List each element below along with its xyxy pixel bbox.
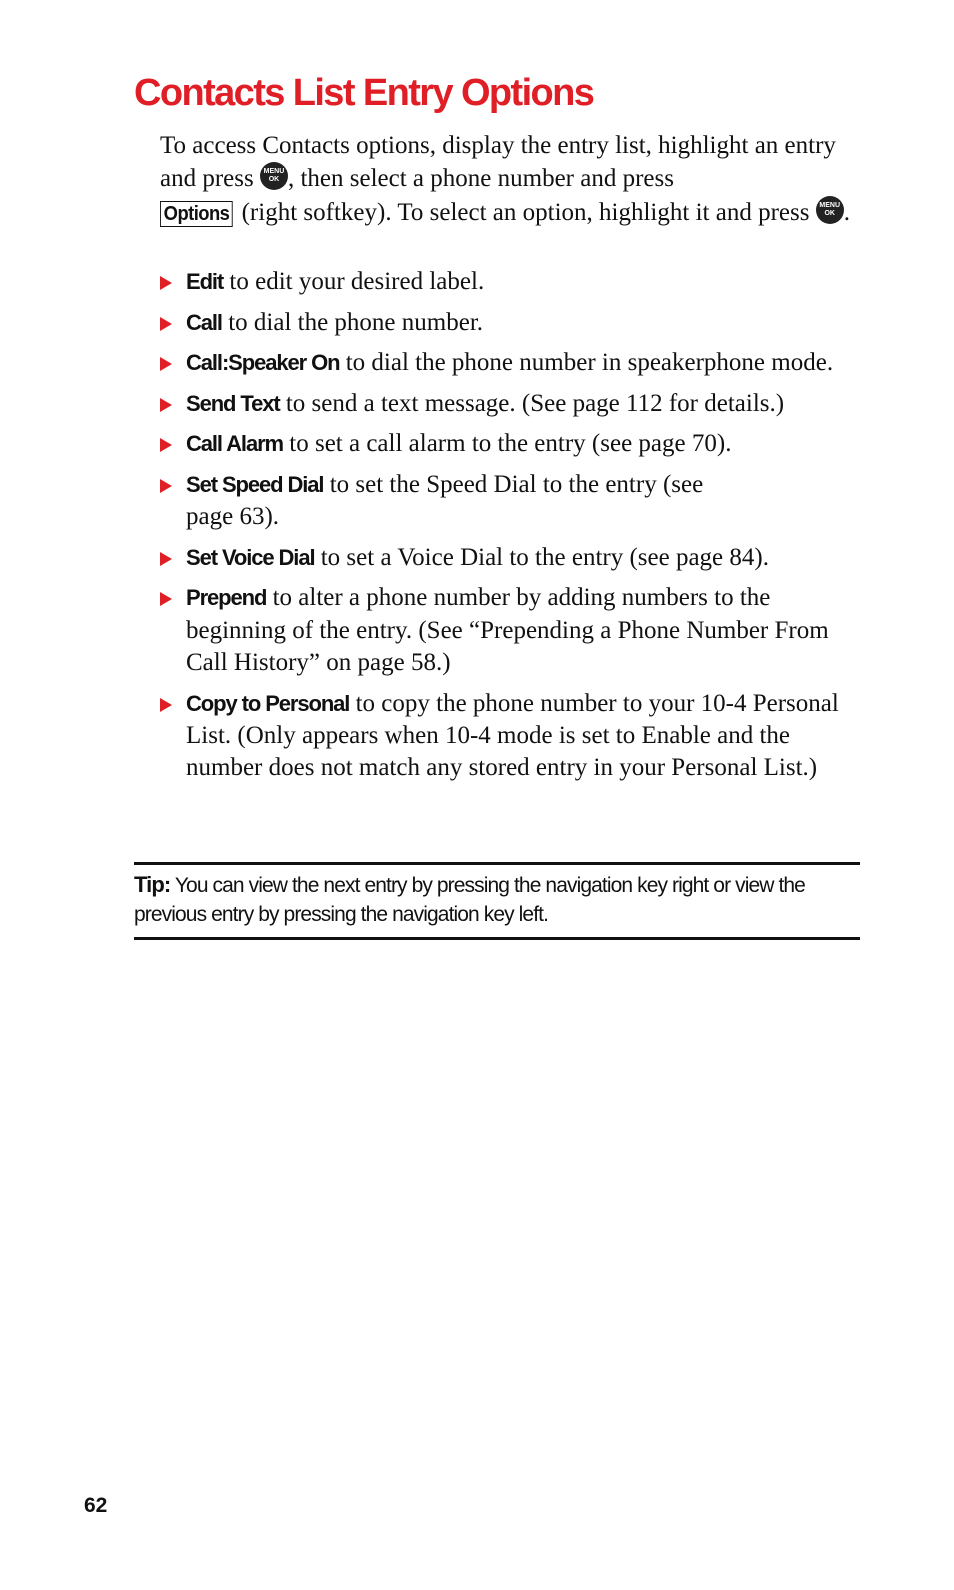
triangle-bullet-icon bbox=[160, 552, 172, 566]
option-name: Copy to Personal bbox=[186, 690, 350, 716]
triangle-bullet-icon bbox=[160, 479, 172, 493]
intro-text-1: To access Contacts options, display the entry list, highlight an entry and press bbox=[160, 132, 836, 193]
triangle-bullet-icon bbox=[160, 398, 172, 412]
triangle-bullet-icon bbox=[160, 698, 172, 712]
list-item bbox=[160, 469, 726, 534]
list-item bbox=[160, 307, 860, 339]
triangle-bullet-icon bbox=[160, 438, 172, 452]
menu-ok-key-icon: MENU OK bbox=[260, 162, 288, 190]
option-description: to dial the phone number. bbox=[221, 308, 484, 336]
option-name: Edit bbox=[186, 269, 224, 294]
option-name: Send Text bbox=[186, 390, 280, 416]
tip-box bbox=[134, 862, 860, 940]
options-list bbox=[160, 266, 860, 793]
option-name: Call Alarm bbox=[186, 431, 284, 457]
tip-text: You can view the next entry by pressing the navigation key right or view the previous entry by pressing the navigation key left. bbox=[134, 874, 805, 926]
list-item bbox=[160, 388, 860, 420]
list-item bbox=[160, 347, 860, 379]
triangle-bullet-icon bbox=[160, 276, 172, 290]
option-description: to copy the phone number to your 10-4 Personal List. (Only appears when 10-4 mode is set to Enable and the number does not match any stored entry in your Personal List.) bbox=[186, 689, 839, 782]
triangle-bullet-icon bbox=[160, 592, 172, 606]
option-description: to alter a phone number by adding numbers to the beginning of the entry. (See “Prepending a Phone Number From Call History” on page 58.) bbox=[186, 584, 829, 677]
page-number: 62 bbox=[84, 1494, 108, 1517]
intro-text-4: . bbox=[843, 198, 850, 226]
option-description: to set a call alarm to the entry (see page 70). bbox=[283, 430, 732, 458]
option-description: to send a text message. (See page 112 for details.) bbox=[279, 389, 785, 417]
list-item bbox=[160, 266, 860, 298]
list-item bbox=[160, 542, 860, 574]
options-softkey-label: Options bbox=[160, 201, 233, 227]
list-item bbox=[160, 688, 860, 785]
intro-paragraph bbox=[160, 130, 860, 229]
option-name: Call:Speaker On bbox=[186, 350, 340, 376]
option-name: Call bbox=[186, 309, 222, 335]
option-name: Prepend bbox=[186, 585, 267, 611]
option-description: to edit your desired label. bbox=[223, 268, 485, 295]
list-item bbox=[160, 428, 860, 460]
option-name: Set Voice Dial bbox=[186, 544, 315, 570]
option-name: Set Speed Dial bbox=[186, 471, 324, 497]
list-item bbox=[160, 582, 860, 679]
triangle-bullet-icon bbox=[160, 317, 172, 331]
page-title: Contacts List Entry Options bbox=[134, 72, 594, 114]
triangle-bullet-icon bbox=[160, 357, 172, 371]
option-description: to dial the phone number in speakerphone mode. bbox=[339, 349, 834, 377]
intro-text-2: , then select a phone number and press bbox=[287, 165, 674, 193]
option-description: to set a Voice Dial to the entry (see page 84). bbox=[314, 543, 769, 571]
tip-label: Tip: bbox=[134, 872, 171, 897]
intro-text-3: (right softkey). To select an option, highlight it and press bbox=[235, 198, 816, 226]
option-description: to set the Speed Dial to the entry (see page 63). bbox=[186, 470, 704, 531]
menu-ok-key-icon: MENU OK bbox=[816, 196, 844, 224]
